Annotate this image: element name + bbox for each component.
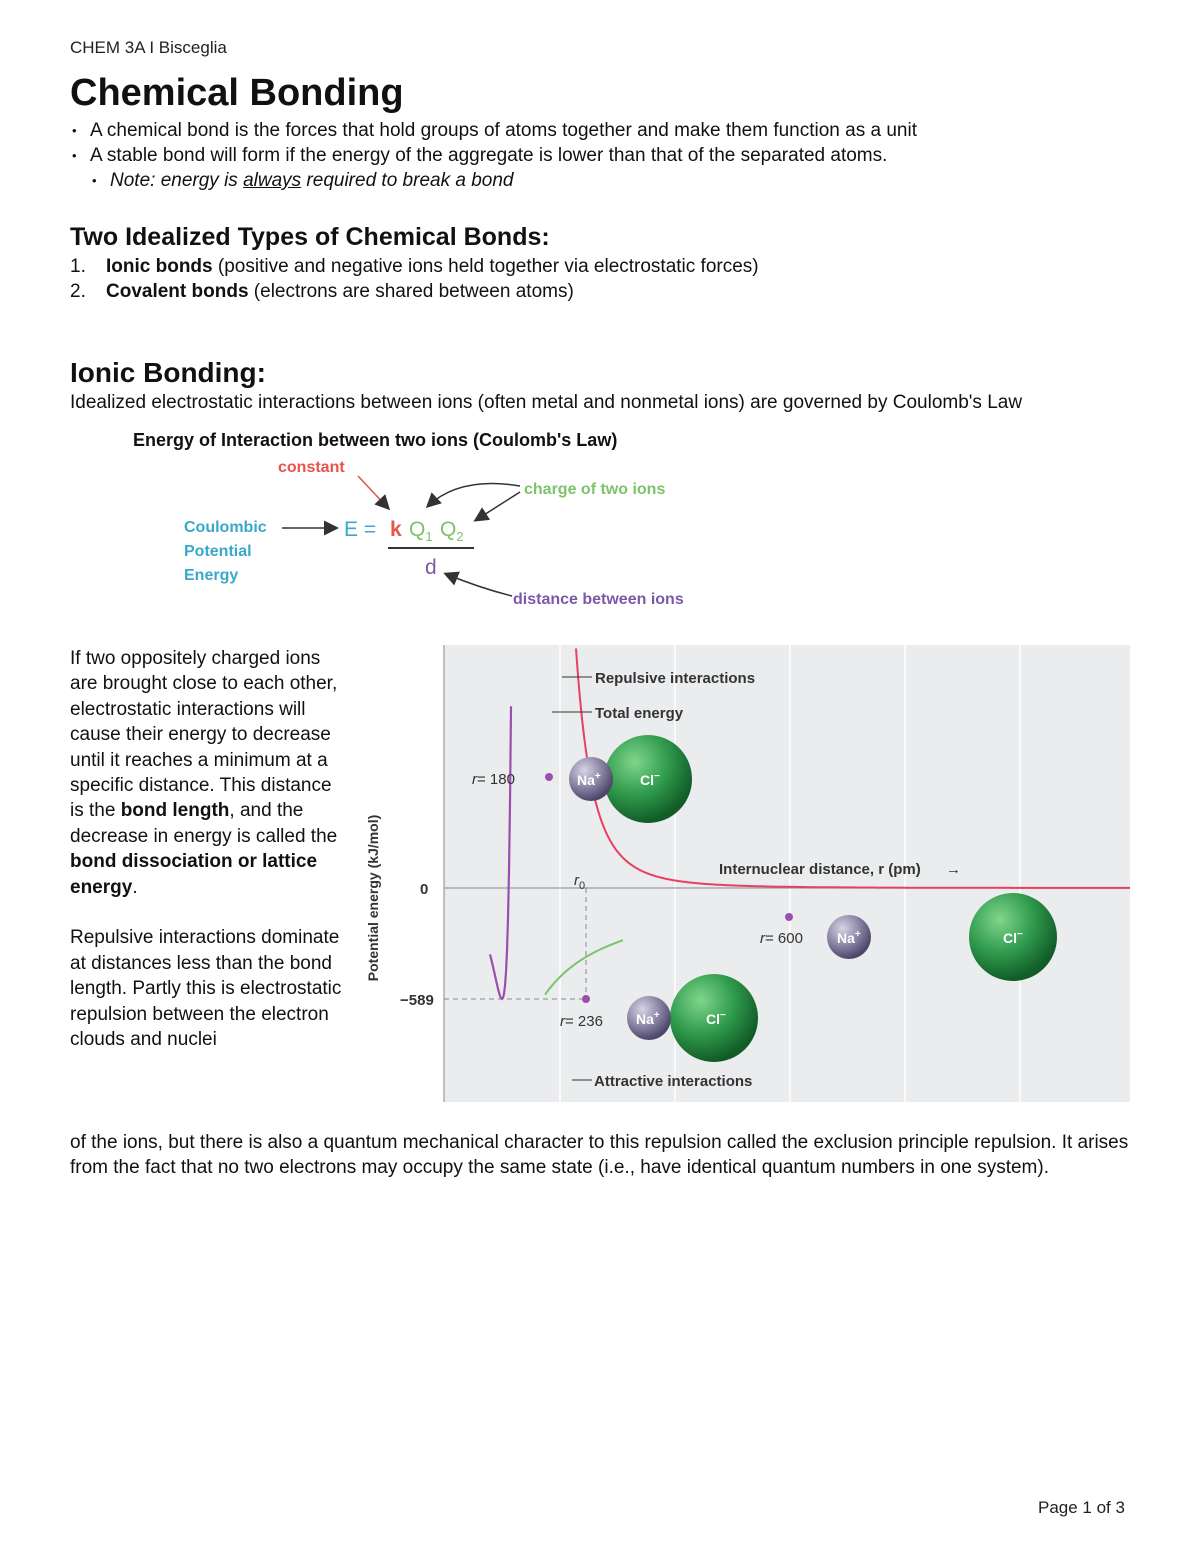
point-r180 [545, 773, 553, 781]
legend-total: Total energy [595, 705, 684, 722]
equation-d: d [425, 556, 437, 579]
cl-label-close: Cl− [640, 771, 660, 788]
na-label-bond: Na+ [636, 1010, 660, 1027]
term-bond-dissociation: bond dissociation or lattice energy [70, 851, 318, 898]
note-item [70, 168, 1150, 193]
cl-label-far: Cl− [1003, 929, 1023, 946]
point-r236 [582, 995, 590, 1003]
cl-label-bond: Cl− [706, 1010, 726, 1027]
side-text: . [132, 876, 138, 898]
label-r600: r= 600 [760, 930, 803, 947]
note-emphasis: always [243, 170, 302, 191]
equation-Q2: $Q_2$ [440, 518, 464, 544]
y-tick-589: −589 [400, 992, 434, 1009]
label-constant: constant [278, 459, 345, 476]
bond-desc: (electrons are shared between atoms) [248, 281, 574, 302]
arrow-charge-1 [428, 484, 520, 507]
course-header: CHEM 3A I Bisceglia [70, 38, 227, 57]
intro-bullets [70, 118, 1150, 193]
list-number: 1. [70, 256, 86, 277]
label-r236: r= 236 [560, 1013, 603, 1030]
label-r0: $r_0$ [574, 872, 586, 892]
equation-E: E = [344, 518, 377, 541]
y-axis-label: Potential energy (kJ/mol) [365, 814, 381, 982]
bullet-item: • A stable bond will form if the energy of the aggregate is lower than that of the separated atoms. [70, 143, 1150, 168]
page-title: Chemical Bonding [70, 72, 404, 114]
equation-k: k [390, 518, 402, 541]
coulomb-equation-figure [0, 440, 760, 620]
bond-term: Ionic bonds [106, 256, 213, 277]
label-potential: Potential [184, 543, 252, 560]
label-r180: r= 180 [472, 771, 515, 788]
page-number: Page 1 of 3 [1038, 1498, 1125, 1517]
label-coulombic: Coulombic [184, 519, 267, 536]
note-text: Note: energy is [110, 170, 244, 191]
types-heading: Two Idealized Types of Chemical Bonds: [70, 223, 550, 251]
term-bond-length: bond length [120, 800, 230, 822]
bond-type-covalent [70, 279, 1150, 304]
label-charge: charge of two ions [524, 481, 666, 498]
arrow-constant [358, 476, 388, 508]
bond-type-ionic [70, 254, 1150, 279]
coulomb-figure-title: Energy of Interaction between two ions (Coulomb's Law) [133, 430, 618, 450]
bond-desc: (positive and negative ions held together via electrostatic forces) [212, 256, 759, 277]
bond-types-list [70, 254, 1150, 304]
x-axis-arrow: → [946, 861, 961, 878]
ionic-heading: Ionic Bonding: [70, 357, 266, 388]
side-text: If two oppositely charged ions are brought close to each other, electrostatic interactions will cause their energy to decrease until it reaches a minimum at a specific distance. This distance is the [70, 648, 338, 822]
x-axis-label: Internuclear distance, r (pm) [719, 861, 921, 878]
side-text-repulsive: Repulsive interactions dominate at distances less than the bond length. Partly this is electrostatic repulsion between the electron clouds and nuclei [70, 927, 342, 1051]
equation-Q1: $Q_1$ [409, 518, 433, 544]
arrow-distance [446, 574, 512, 596]
label-energy: Energy [184, 567, 239, 584]
na-label-far: Na+ [837, 929, 861, 946]
na-label-close: Na+ [577, 771, 601, 788]
legend-repulsive: Repulsive interactions [595, 670, 756, 687]
side-paragraph [70, 646, 345, 1053]
label-distance: distance between ions [513, 591, 684, 608]
side-text: , and the decrease in energy is called the [70, 800, 338, 847]
note-text: required to break a bond [301, 170, 514, 191]
point-r600 [785, 913, 793, 921]
bottom-paragraph: of the ions, but there is also a quantum mechanical character to this repulsion called the exclusion principle repulsion. It arises from the fact that no two electrons may occupy the same state (i.e., have identical quantum numbers in one system). [70, 1132, 1129, 1179]
potential-energy-chart [340, 640, 1140, 1110]
y-tick-0: 0 [420, 881, 429, 898]
arrow-charge-2 [476, 492, 520, 520]
legend-attractive: Attractive interactions [594, 1073, 753, 1090]
bullet-item: • A chemical bond is the forces that hold groups of atoms together and make them function as a unit [70, 118, 1150, 143]
ionic-intro: Idealized electrostatic interactions between ions (often metal and nonmetal ions) are governed by Coulomb's Law [70, 392, 1023, 413]
list-number: 2. [70, 281, 86, 302]
bond-term: Covalent bonds [106, 281, 249, 302]
